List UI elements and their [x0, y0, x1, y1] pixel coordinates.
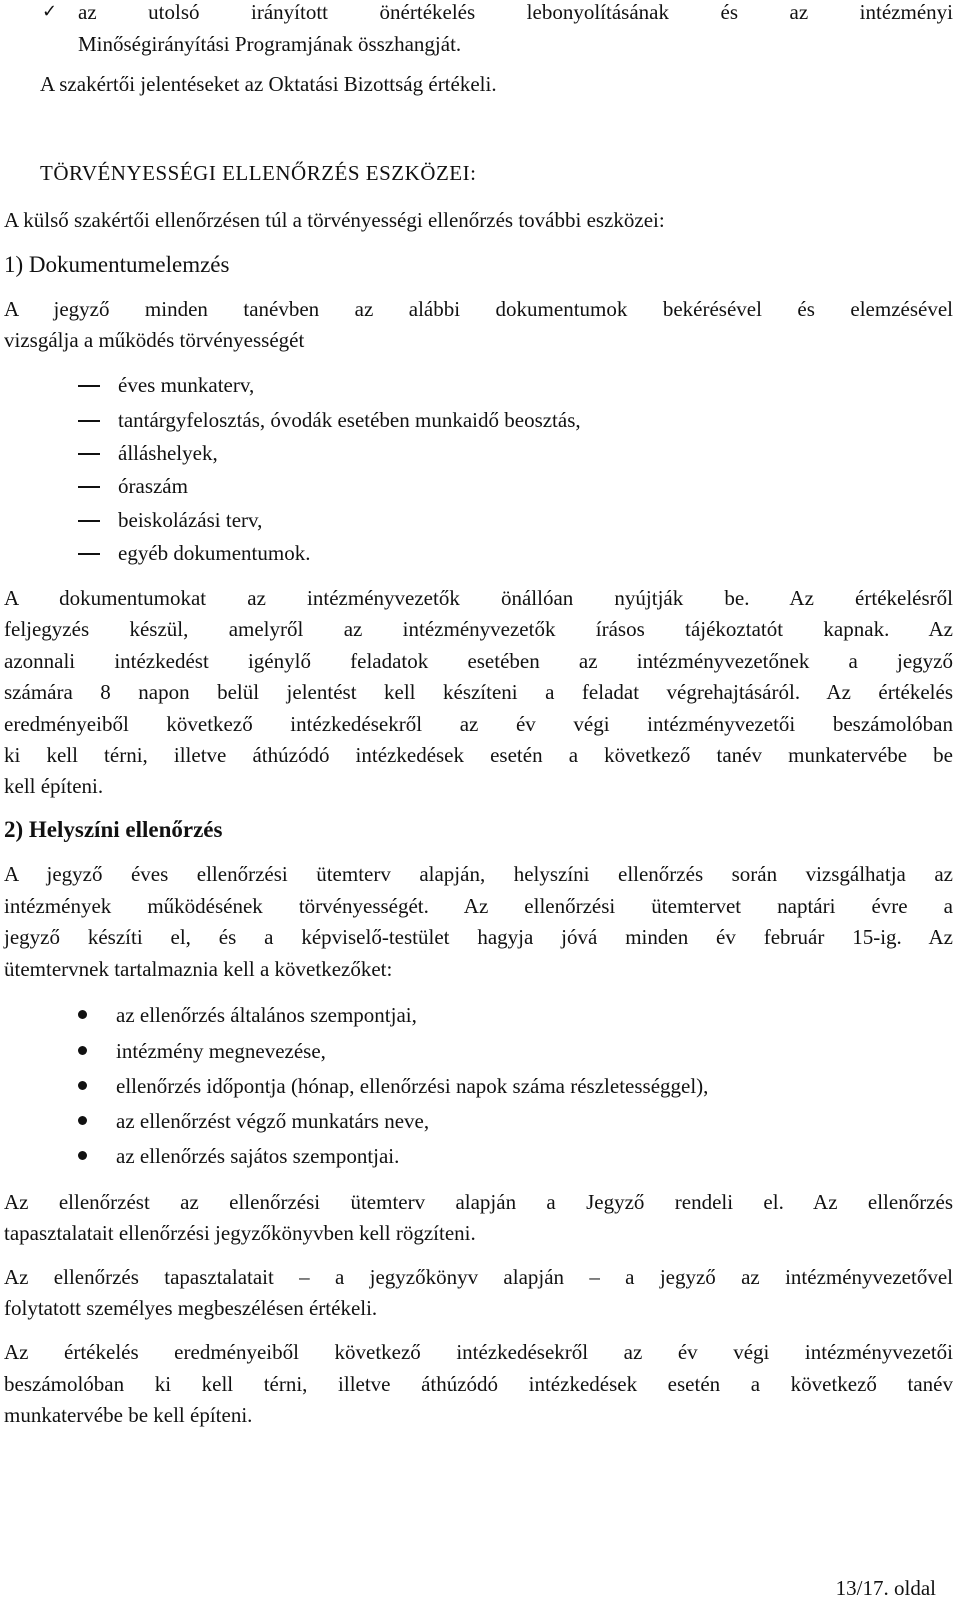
- list-item-text: az ellenőrzés sajátos szempontjai.: [116, 1144, 400, 1168]
- paragraph-line: Az ellenőrzést az ellenőrzési ütemterv alapján a Jegyző rendeli el. Az ellenőrzés: [4, 1190, 953, 1214]
- bullet-icon: [78, 1151, 87, 1160]
- subsection-title: 2) Helyszíni ellenőrzés: [4, 817, 223, 842]
- list-item-text: óraszám: [118, 474, 188, 498]
- subsection-title: 1) Dokumentumelemzés: [4, 252, 230, 277]
- paragraph-line: számára 8 napon belül jelentést kell készíteni a feladat végrehajtásáról. Az értékelés: [4, 680, 953, 704]
- list-item-text: ellenőrzés időpontja (hónap, ellenőrzési napok száma részletességgel),: [116, 1074, 709, 1098]
- bullet-icon: [78, 1046, 87, 1055]
- paragraph-line: feljegyzés készül, amelyről az intézményvezetők írásos tájékoztatót kapnak. Az: [4, 617, 953, 641]
- dash-icon: [78, 453, 100, 455]
- paragraph-line: Az ellenőrzés tapasztalatait – a jegyzőkönyv alapján – a jegyző az intézményvezetővel: [4, 1265, 953, 1289]
- paragraph-line: beszámolóban ki kell térni, illetve áthúzódó intézkedések esetén a következő tanév: [4, 1372, 953, 1396]
- paragraph-line: A jegyző minden tanévben az alábbi dokumentumok bekérésével és elemzésével: [4, 297, 953, 321]
- paragraph-line: A jegyző éves ellenőrzési ütemterv alapján, helyszíni ellenőrzés során vizsgálhatja az: [4, 862, 953, 886]
- paragraph-line: Az értékelés eredményeiből következő intézkedésekről az év végi intézményvezetői: [4, 1340, 953, 1364]
- paragraph-line: jegyző készíti el, és a képviselő-testület hagyja jóvá minden év február 15-ig. Az: [4, 925, 953, 949]
- section-heading: TÖRVÉNYESSÉGI ELLENŐRZÉS ESZKÖZEI:: [40, 161, 477, 185]
- paragraph-line: eredményeiből következő intézkedésekről az év végi intézményvezetői beszámolóban: [4, 712, 953, 736]
- dash-icon: [78, 520, 100, 522]
- dash-icon: [78, 420, 100, 422]
- paragraph-line: vizsgálja a működés törvényességét: [4, 328, 305, 352]
- checklist-item: [42, 0, 953, 61]
- paragraph-line: intézmények működésének törvényességét. Az ellenőrzési ütemtervet naptári évre a: [4, 894, 953, 918]
- list-item-text: egyéb dokumentumok.: [118, 541, 311, 565]
- paragraph-line: folytatott személyes megbeszélésen értékeli.: [4, 1296, 378, 1320]
- paragraph-line: ütemtervnek tartalmaznia kell a következőket:: [4, 957, 393, 981]
- list-item-text: beiskolázási terv,: [118, 508, 263, 532]
- dash-icon: [78, 385, 100, 387]
- section-intro: A külső szakértői ellenőrzésen túl a törvényességi ellenőrzés további eszközei:: [4, 208, 665, 232]
- paragraph-line: tapasztalatait ellenőrzési jegyzőkönyvben kell rögzíteni.: [4, 1221, 476, 1245]
- list-item-text: tantárgyfelosztás, óvodák esetében munkaidő beosztás,: [118, 408, 581, 432]
- checklist-item-line: az utolsó irányított önértékelés lebonyolításának és az intézményi: [78, 0, 953, 24]
- list-item-text: az ellenőrzést végző munkatárs neve,: [116, 1109, 430, 1133]
- paragraph-line: munkatervébe be kell építeni.: [4, 1403, 253, 1427]
- paragraph-line: ki kell térni, illetve áthúzódó intézkedések esetén a következő tanév munkatervébe be: [4, 743, 953, 767]
- paragraph-line: azonnali intézkedést igénylő feladatok esetében az intézményvezetőnek a jegyző: [4, 649, 953, 673]
- intro-paragraph: A szakértői jelentéseket az Oktatási Bizottság értékeli.: [40, 72, 497, 96]
- bullet-icon: [78, 1010, 87, 1019]
- list-item-text: az ellenőrzés általános szempontjai,: [116, 1003, 417, 1027]
- checkmark-icon: ✓: [42, 1, 58, 22]
- checklist-item-line: Minőségirányítási Programjának összhangját.: [78, 32, 462, 56]
- list-item-text: álláshelyek,: [118, 441, 218, 465]
- bullet-icon: [78, 1081, 87, 1090]
- paragraph-line: kell építeni.: [4, 774, 104, 798]
- page-number: 13/17. oldal: [835, 1576, 936, 1600]
- paragraph-line: A dokumentumokat az intézményvezetők önállóan nyújtják be. Az értékelésről: [4, 586, 953, 610]
- list-item-text: éves munkaterv,: [118, 373, 255, 397]
- bullet-icon: [78, 1116, 87, 1125]
- dash-icon: [78, 486, 100, 488]
- dash-icon: [78, 553, 100, 555]
- list-item-text: intézmény megnevezése,: [116, 1039, 326, 1063]
